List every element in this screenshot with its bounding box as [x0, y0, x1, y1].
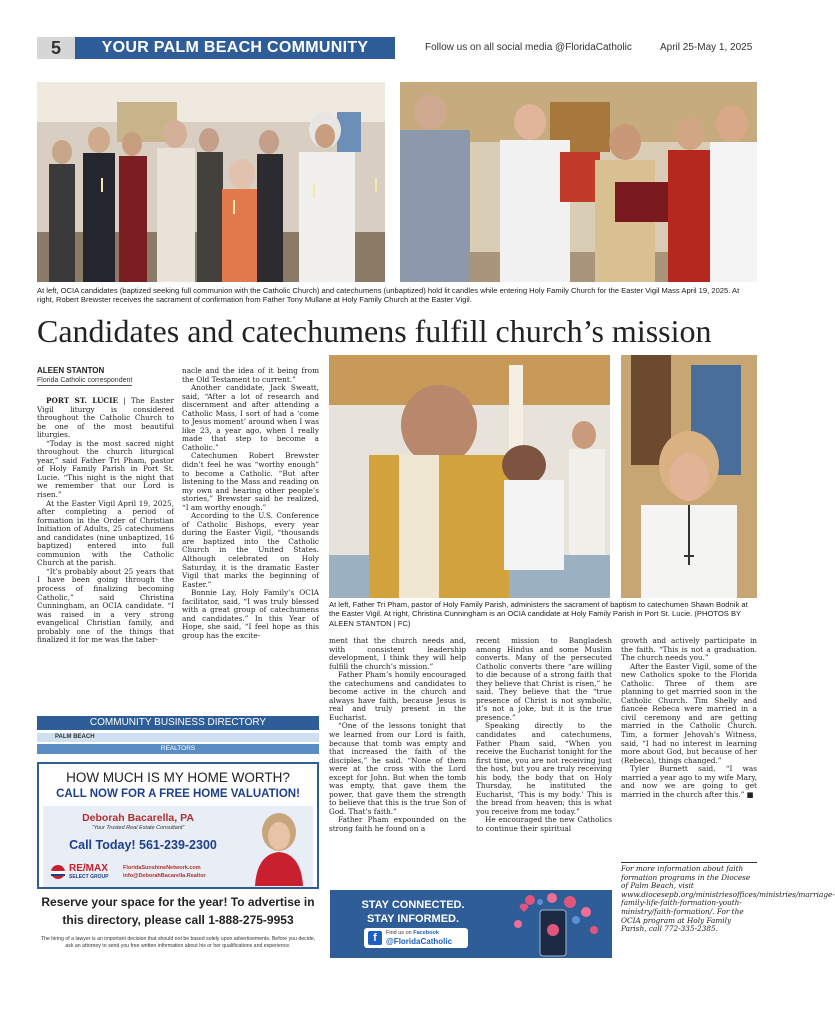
top-photo-caption: At left, OCIA candidates (baptized seeking full communion with the Catholic Church) and catechumens (unbaptized) hold lit candles while entering Holy Family Church for the Easter Vigil Mass April 19, 2025. At right, Robert Brewster receives the sacrament of confirmation from Father Tony Mullane at Holy Family Church at the Easter Vigil.: [37, 286, 740, 305]
directory-title: COMMUNITY BUSINESS DIRECTORY: [37, 716, 319, 730]
advertise-notice: Reserve your space for the year! To advertise in this directory, please call 1-888-275-9953: [41, 895, 315, 927]
paragraph: nacle and the idea of it being from the Old Testament to current.”: [182, 366, 319, 384]
ad-contact: [123, 864, 206, 880]
facebook-handle: @FloridaCatholic: [386, 937, 453, 946]
article-column-5: [621, 637, 757, 859]
stay-connected-text: [348, 898, 478, 926]
paragraph: Father Pham expounded on the strong faith he found on a: [329, 815, 466, 834]
paragraph: “Today is the most sacred night throughout the church liturgical year,” said Father Tri Pham, pastor of Holy Family Parish in Port St. Lucie. “This night is the night that we remember that our Lord is risen.”: [37, 438, 174, 500]
logo-text: RE/MAX: [69, 863, 108, 874]
headline: Candidates and catechumens fulfill church’s mission: [37, 313, 712, 349]
dateline: PORT ST. LUCIE: [46, 396, 119, 405]
paragraph: recent mission to Bangladesh among Hindus and some Muslim converts. Many of the persecuted Catholic converts there “are willing to die because of a strong faith that they believe that Christ is risen,” he said. They believe that the “true presence of Christ is not symbolic, it’s not a joke, but it is the true presence.”: [476, 636, 612, 722]
paragraph: “It’s probably about 25 years that I have been going through the process of finalizing becoming Catholic,” said Christina Cunningham, an OCIA candidate. “I was raised in a very strong evangelical Christian family, and probably one of the things that finalized it for me was the taber-: [37, 566, 174, 645]
paragraph: Bonnie Lay, Holy Family’s OCIA facilitator, said, “I was truly blessed with a great group of catechumens and candidates.” In this Year of Hope, she said, “I feel hope as this group has the excite-: [182, 588, 319, 640]
logo-subtext: SELECT GROUP: [69, 874, 109, 880]
paragraph: Speaking directly to the candidates and catechumens, Father Pham said, “When you receive the Eucharist tonight for the first time, you are not receiving just the host, but you are truly receiving his body, the body that on Holy Thursday, he instituted the Eucharist, ‘This is my body.’ This is the bread from heaven; this is what you receive from me today.”: [476, 721, 612, 816]
article-column-4: [476, 637, 612, 883]
social-hearts-icon: [500, 890, 612, 958]
agent-portrait: [249, 808, 309, 886]
find-us: [386, 930, 439, 936]
article-column-1: [37, 397, 174, 711]
legal-disclaimer: The hiring of a lawyer is an important decision that should not be based solely upon advertisements. Before you decide, ask an attorney to send you free written information about his or her qualifications and experience.: [40, 936, 316, 949]
directory-category: REALTORS: [37, 744, 319, 754]
ad-tagline: “Your Trusted Real Estate Consultant”: [91, 825, 185, 831]
stay-connected-banner[interactable]: [330, 890, 612, 958]
photo-christina-cunningham: [621, 355, 757, 598]
ad-call-to-action: CALL NOW FOR A FREE HOME VALUATION!: [56, 788, 300, 800]
facebook-icon: f: [368, 931, 382, 945]
article-column-2: [182, 367, 319, 711]
paragraph: growth and actively participate in the faith. “This is not a graduation. The church needs you.”: [621, 636, 757, 663]
ad-question: HOW MUCH IS MY HOME WORTH?: [66, 770, 290, 785]
facebook-badge[interactable]: [364, 928, 468, 948]
stay-line-2: STAY INFORMED.: [366, 913, 460, 925]
paragraph: According to the U.S. Conference of Catholic Bishops, every year during the Easter Vigil, “thousands are baptized into the Catholic Church in the United States. Although celebrated on Holy Saturday, it is the dramatic Easter Vigil that marks the beginning of Easter.”: [182, 511, 319, 589]
paragraph: Catechumen Robert Brewster didn’t feel he was “worthy enough” to become a Catholic. “But after listening to the Mass and reading on my own and hearing other people’s stories,” Brewster said he realized, “I am worthy enough.”: [182, 451, 319, 512]
paragraph: After the Easter Vigil, some of the new Catholics spoke to the Florida Catholic. Three of them are planning to get married soon in the Catholic Church. Tim Shelly and fiancée Rebeca were married in a civil ceremony and are getting married in the Catholic Church. Tim, a former Jehovah’s Witness, said, “I had no interest in learning more about God, but because of her (Rebeca), things changed.”: [621, 661, 757, 765]
paragraph: Another candidate, Jack Sweatt, said, “After a lot of research and discernment and after attending a Catholic Mass, I sort of had a ‘come to Jesus moment’ around when I was like 23, a year ago, when I really made that step to become a Catholic.”: [182, 383, 319, 452]
middle-photo-caption: At left, Father Tri Pham, pastor of Holy Family Parish, administers the sacrament of baptism to catechumen Shawn Bodnik at the Easter Vigil. At right, Christina Cunningham is an OCIA candidate at Holy Family Parish in Port St. Lucie. (PHOTOS BY ALEEN STANTON | FC): [329, 600, 748, 628]
ad-details: [43, 806, 313, 887]
paragraph: At the Easter Vigil April 19, 2025, after completing a period of formation in the Order of Christian Initiation of Adults, 25 catechumens and candidates (nine unbaptized, 16 baptized) entered into full communion with the Catholic Church at the parish.: [37, 498, 174, 568]
page-number: 5: [37, 37, 75, 59]
remax-logo: [49, 862, 115, 884]
facebook-label: Facebook: [413, 930, 439, 936]
ad-email[interactable]: info@DeborahBacarella.Realtor: [123, 873, 206, 879]
find-us-label: Find us on: [386, 930, 412, 936]
section-title: YOUR PALM BEACH COMMUNITY: [75, 37, 395, 59]
ad-agent-name: Deborah Bacarella, PA: [82, 812, 194, 824]
paragraph: He encouraged the new Catholics to continue their spiritual: [476, 815, 612, 834]
photo-baptism: [329, 355, 610, 598]
photo-candle-procession: [37, 82, 385, 282]
ad-phone[interactable]: Call Today! 561-239-2300: [69, 838, 217, 852]
balloon-icon: [49, 864, 67, 882]
realtor-ad[interactable]: [37, 762, 319, 889]
byline-role: Florida Catholic correspondent: [37, 377, 133, 384]
lead-text: | The Easter Vigil liturgy is considered throughout the Catholic Church to be one of the most beautiful liturgies.: [37, 396, 174, 440]
paragraph: “One of the lessons tonight that we learned from our Lord is faith, because that tomb was empty and that increased the faith of the disciples,” he said. “None of them were at the cross with the Lord except for John. But when the tomb was empty, that gave them the power, that gave them the strength to believe that this is the true Son of God. That’s faith.”: [329, 721, 466, 816]
paragraph: Father Pham’s homily encouraged the catechumens and candidates to become active in the church and always have faith, because Jesus is real and truly present in the Eucharist.: [329, 670, 466, 722]
byline-name: ALEEN STANTON: [37, 366, 105, 375]
paragraph: Tyler Burnett said, “I was married a year ago to my wife Mary, and now we are going to get married in the church after this.” ■: [621, 764, 757, 799]
more-info-note: For more information about faith formation programs in the Diocese of Palm Beach, visit www.diocesepb.org/ministriesoffices/ministries/marriage-family-life-faith-formation-youth-ministry/faith-formation/. For the OCIA program at Holy Family Parish, call 772-335-2385.: [621, 864, 835, 934]
social-follow: Follow us on all social media @FloridaCatholic: [425, 42, 632, 53]
paragraph: ment that the church needs and, with consistent leadership development, I think they will help fulfill the church’s mission.”: [329, 636, 466, 671]
stay-line-1: STAY CONNECTED.: [361, 899, 465, 911]
ad-website[interactable]: FloridaSunshineNetwork.com: [123, 865, 201, 871]
article-column-3: [329, 637, 466, 883]
photo-confirmation: [400, 82, 757, 282]
directory-region: PALM BEACH: [37, 733, 319, 742]
issue-date: April 25-May 1, 2025: [660, 42, 753, 53]
